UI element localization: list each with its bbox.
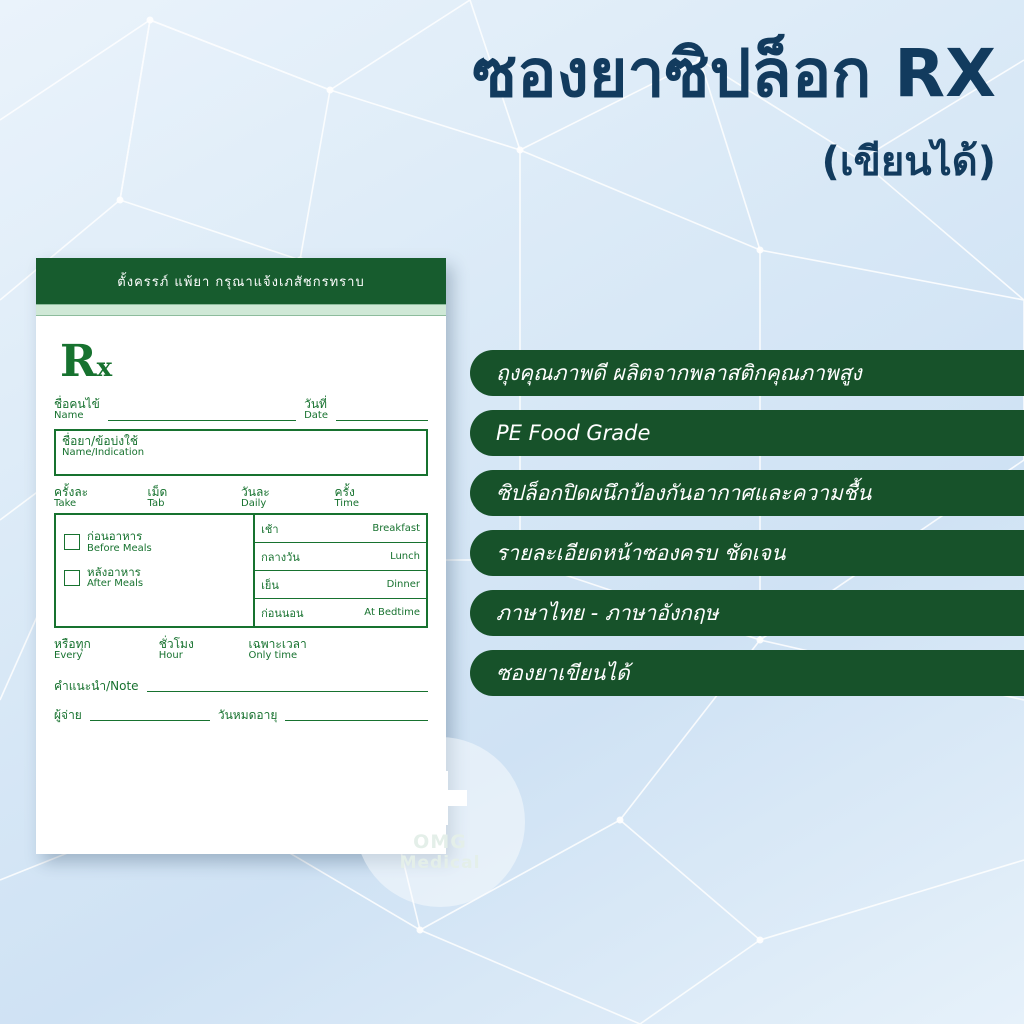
note-write-line [147,677,428,692]
rx-symbol [60,336,428,387]
field-label-hour: ชั่วโมง Hour [158,637,194,661]
name-date-row [54,398,428,421]
feature-item-4: รายละเอียดหน้าซองครบ ชัดเจน [470,530,1024,576]
feature-item-5: ภาษาไทย - ภาษาอังกฤษ [470,590,1024,636]
field-label-onlytime: เฉพาะเวลา Only time [248,637,307,661]
expiry-write-line [285,706,428,721]
feature-item-1: ถุงคุณภาพดี ผลิตจากพลาสติกคุณภาพสูง [470,350,1024,396]
field-label-drug: ชื่อยา/ข้อบ่งใช้ Name/Indication [62,434,145,458]
rx-symbol-x: x [96,353,113,383]
checkbox-before-meals[interactable] [64,534,80,550]
feature-item-6: ซองยาเขียนได้ [470,650,1024,696]
before-meals-row[interactable] [64,530,247,554]
envelope-printed-form [36,316,446,729]
label-after-meals: หลังอาหาร After Meals [87,564,144,590]
dispenser-write-line [90,706,210,721]
row-dinner: เย็น Dinner [255,571,426,599]
date-write-line [336,406,428,421]
field-label-time: ครั้ง Time [334,485,359,509]
checkbox-after-meals[interactable] [64,570,80,586]
brand-watermark [355,737,525,907]
drug-name-box [54,429,428,476]
field-label-every: หรือทุก Every [54,637,91,661]
field-label-tab: เม็ด Tab [147,485,168,509]
field-label-take: ครั้งละ Take [54,485,89,509]
after-meals-row[interactable] [64,566,247,590]
field-label-date: วันที่ Date [304,397,328,421]
meal-relation-column [56,515,255,626]
field-label-name: ชื่อคนไข้ Name [54,397,100,421]
dispenser-row [54,706,428,721]
name-write-line [108,406,296,421]
feature-item-2: PE Food Grade [470,410,1024,456]
title-block [176,35,996,193]
feature-list [470,350,1024,710]
field-label-expiry: วันหมดอายุ [217,707,278,722]
interval-row [54,638,428,661]
warning-banner-text: ตั้งครรภ์ แพ้ยา กรุณาแจ้งเภสัชกรทราบ [117,274,365,290]
row-bedtime: ก่อนนอน At Bedtime [261,606,420,620]
meal-timing-grid [54,513,428,628]
label-before-meals: ก่อนอาหาร Before Meals [87,529,152,554]
watermark-line2: Medical [399,853,481,873]
field-label-dispenser: ผู้จ่าย [54,707,82,722]
dosage-header-row [54,486,428,509]
field-label-note: คำแนะนำ/Note [54,678,139,693]
medical-cross-icon [413,771,467,825]
page-subtitle: (เขียนได้) [821,138,996,185]
row-breakfast: เช้า Breakfast [255,515,426,543]
meal-time-column [255,515,426,626]
ziplock-strip [36,304,446,316]
field-label-daily: วันละ Daily [241,485,270,509]
page-title: ซองยาซิปล็อก RX [472,35,996,112]
row-lunch: กลางวัน Lunch [255,543,426,571]
rx-symbol-r: R [60,336,97,387]
feature-item-3: ซิปล็อกปิดผนึกป้องกันอากาศและความชื้น [470,470,1024,516]
envelope-warning-banner [36,258,446,304]
watermark-line1: OMG [413,831,467,853]
note-row [54,677,428,692]
